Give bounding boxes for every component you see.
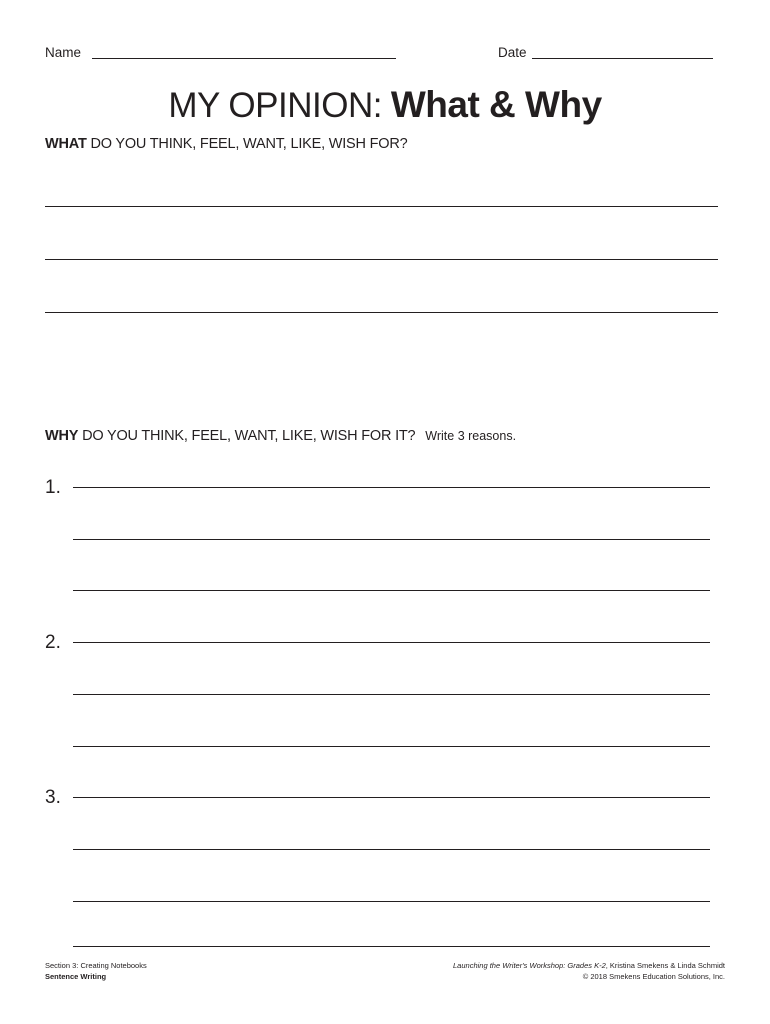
footer-book-title: Launching the Writer's Workshop: Grades K-2 (453, 961, 606, 970)
reason-1-line[interactable] (73, 590, 710, 591)
footer-credit (453, 960, 725, 971)
what-question-text: DO YOU THINK, FEEL, WANT, LIKE, WISH FOR? (90, 136, 408, 152)
reason-3-line[interactable] (73, 797, 710, 798)
why-keyword: WHY (45, 428, 79, 444)
footer-subsection: Sentence Writing (45, 972, 107, 981)
reason-number-3: 3. (45, 787, 61, 808)
reason-2-line[interactable] (73, 694, 710, 695)
reason-1-line[interactable] (73, 487, 710, 488)
why-question-text: DO YOU THINK, FEEL, WANT, LIKE, WISH FOR IT? (82, 428, 416, 444)
reason-3-line[interactable] (73, 946, 710, 947)
footer-left (45, 960, 147, 982)
page-title (0, 84, 770, 126)
why-question (45, 428, 516, 444)
footer-copyright: © 2018 Smekens Education Solutions, Inc. (582, 972, 725, 981)
reason-2-line[interactable] (73, 642, 710, 643)
footer-right (453, 960, 725, 982)
reason-3-line[interactable] (73, 901, 710, 902)
footer-section: Section 3: Creating Notebooks (45, 961, 147, 970)
reason-number-1: 1. (45, 477, 61, 498)
title-light-text: MY OPINION: (168, 86, 382, 125)
why-hint: Write 3 reasons. (425, 429, 517, 443)
what-answer-line[interactable] (45, 206, 718, 207)
what-answer-line[interactable] (45, 259, 718, 260)
name-write-line[interactable] (92, 58, 396, 59)
what-question (45, 136, 408, 152)
date-label: Date (498, 45, 527, 60)
name-label: Name (45, 45, 82, 60)
reason-3-line[interactable] (73, 849, 710, 850)
date-write-line[interactable] (532, 58, 713, 59)
footer-authors: , Kristina Smekens & Linda Schmidt (605, 961, 725, 970)
what-answer-line[interactable] (45, 312, 718, 313)
reason-1-line[interactable] (73, 539, 710, 540)
reason-number-2: 2. (45, 632, 61, 653)
what-keyword: WHAT (45, 136, 87, 152)
title-bold-text: What & Why (390, 84, 602, 125)
reason-2-line[interactable] (73, 746, 710, 747)
